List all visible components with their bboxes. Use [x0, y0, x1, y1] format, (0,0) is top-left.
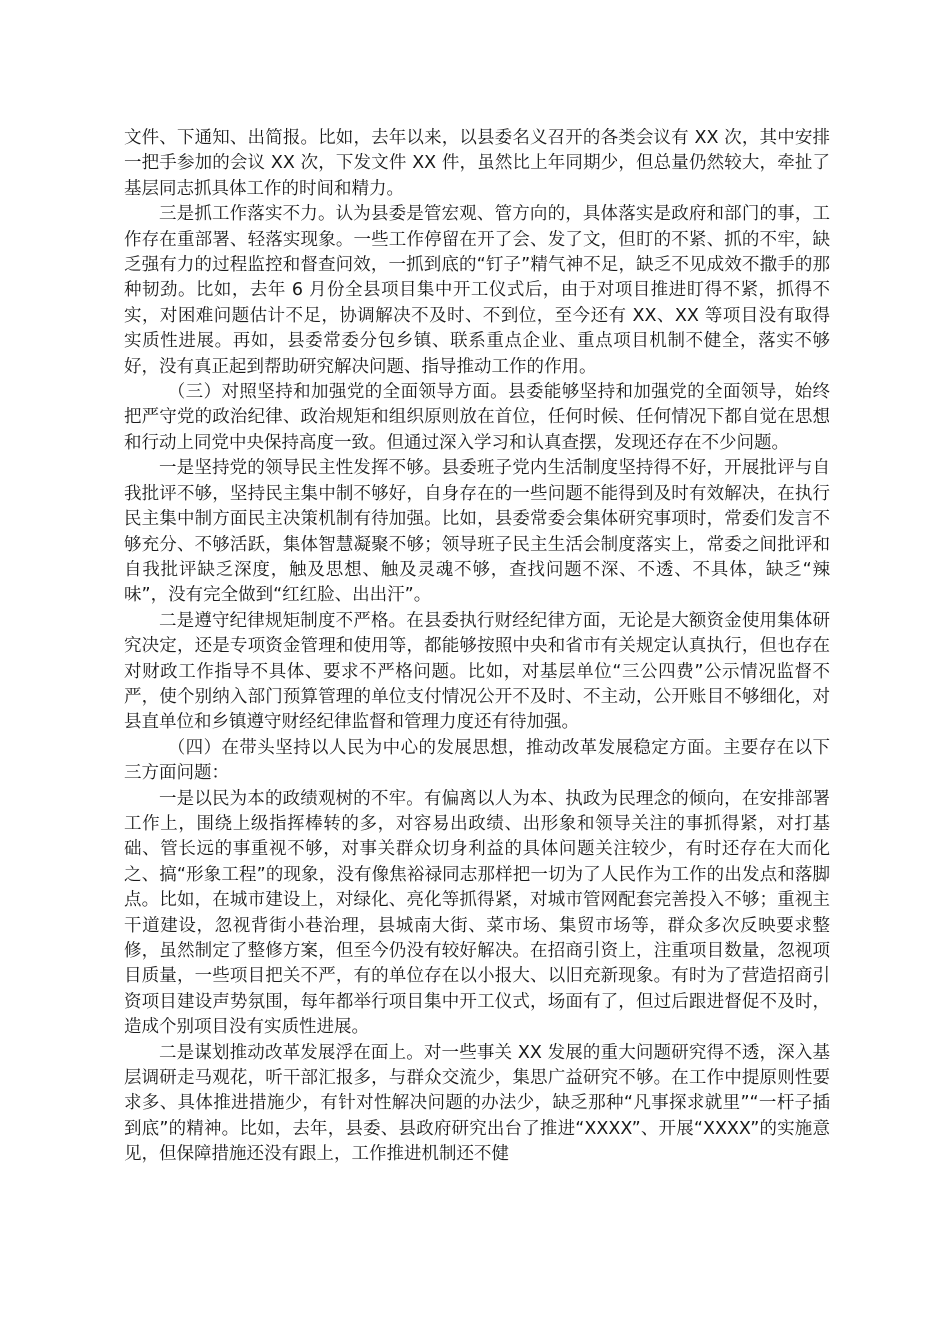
paragraph-item-1: 一是以民为本的政绩观树的不牢。有偏离以人为本、执政为民理念的倾向，在安排部署工作上，围绕上级指挥棒转的多，对容易出政绩、出形象和领导关注的事抓得紧，对打基础、管长远的事重视不够，对事关群众切身利益的具体问题关注较少，有时还存在大而化之、搞“形象工程”的现象，没有像焦裕禄同志那样把一切为了人民作为工作的出发点和落脚点。比如，在城市建设上，对绿化、亮化等抓得紧，对城市管网配套完善投入不够；重视主干道建设，忽视背街小巷治理，县城南大街、菜市场、集贸市场等，群众多次反映要求整修，虽然制定了整修方案，但至今仍没有较好解决。在招商引资上，注重项目数量，忽视项目质量，一些项目把关不严，有的单位存在以小报大、以旧充新现象。有时为了营造招商引资项目建设声势氛围，每年都举行项目集中开工仪式，场面有了，但过后跟进督促不及时，造成个别项目没有实质性进展。: [124, 788, 830, 1038]
section-heading-3: （三）对照坚持和加强党的全面领导方面。县委能够坚持和加强党的全面领导，始终把严守党的政治纪律、政治规矩和组织原则放在首位，任何时候、任何情况下都自觉在思想和行动上同党中央保持高度一致。但通过深入学习和认真查摆，发现还存在不少问题。: [124, 382, 830, 453]
paragraph-continuation: 文件、下通知、出简报。比如，去年以来，以县委名义召开的各类会议有 XX 次，其中安排一把手参加的会议 XX 次，下发文件 XX 件，虽然比上年同期少，但总量仍然较大，牵扯了基层同志抓具体工作的时间和精力。: [124, 128, 830, 199]
paragraph-item-3: 三是抓工作落实不力。认为县委是管宏观、管方向的，具体落实是政府和部门的事，工作存在重部署、轻落实现象。一些工作停留在开了会、发了文，但盯的不紧、抓的不牢，缺乏强有力的过程监控和督查问效，一抓到底的“钉子”精气神不足，缺乏不见成效不撒手的那种韧劲。比如，去年 6 月份全县项目集中开工仪式后，由于对项目推进盯得不紧，抓得不实，对困难问题估计不足，协调解决不及时、不到位，至今还有 XX、XX 等项目没有取得实质性进展。再如，县委常委分包乡镇、联系重点企业、重点项目机制不健全，落实不够好，没有真正起到帮助研究解决问题、指导推动工作的作用。: [124, 204, 830, 377]
paragraph-item-1: 一是坚持党的领导民主性发挥不够。县委班子党内生活制度坚持得不好，开展批评与自我批评不够，坚持民主集中制不够好，自身存在的一些问题不能得到及时有效解决，在执行民主集中制方面民主决策机制有待加强。比如，县委常委会集体研究事项时，常委们发言不够充分、不够活跃，集体智慧凝聚不够；领导班子民主生活会制度落实上，常委之间批评和自我批评缺乏深度，触及思想、触及灵魂不够，查找问题不深、不透、不具体，缺乏“辣味”，没有完全做到“红红脸、出出汗”。: [124, 458, 830, 606]
paragraph-item-2: 二是谋划推动改革发展浮在面上。对一些事关 XX 发展的重大问题研究得不透，深入基层调研走马观花，听干部汇报多，与群众交流少，集思广益研究不够。在工作中提原则性要求多、具体推进措施少，有针对性解决问题的办法少，缺乏那种“凡事探求就里”“一杆子插到底”的精神。比如，去年，县委、县政府研究出台了推进“XXXX”、开展“XXXX”的实施意见，但保障措施还没有跟上，工作推进机制还不健: [124, 1042, 830, 1165]
paragraph-item-2: 二是遵守纪律规矩制度不严格。在县委执行财经纪律方面，无论是大额资金使用集体研究决定，还是专项资金管理和使用等，都能够按照中央和省市有关规定认真执行，但也存在对财政工作指导不具体、要求不严格问题。比如，对基层单位“三公四费”公示情况监督不严，使个别纳入部门预算管理的单位支付情况公开不及时、不主动，公开账目不够细化，对县直单位和乡镇遵守财经纪律监督和管理力度还有待加强。: [124, 610, 830, 733]
document-body: [124, 126, 830, 1168]
section-heading-4: （四）在带头坚持以人民为中心的发展思想，推动改革发展稳定方面。主要存在以下三方面问题：: [124, 737, 830, 784]
